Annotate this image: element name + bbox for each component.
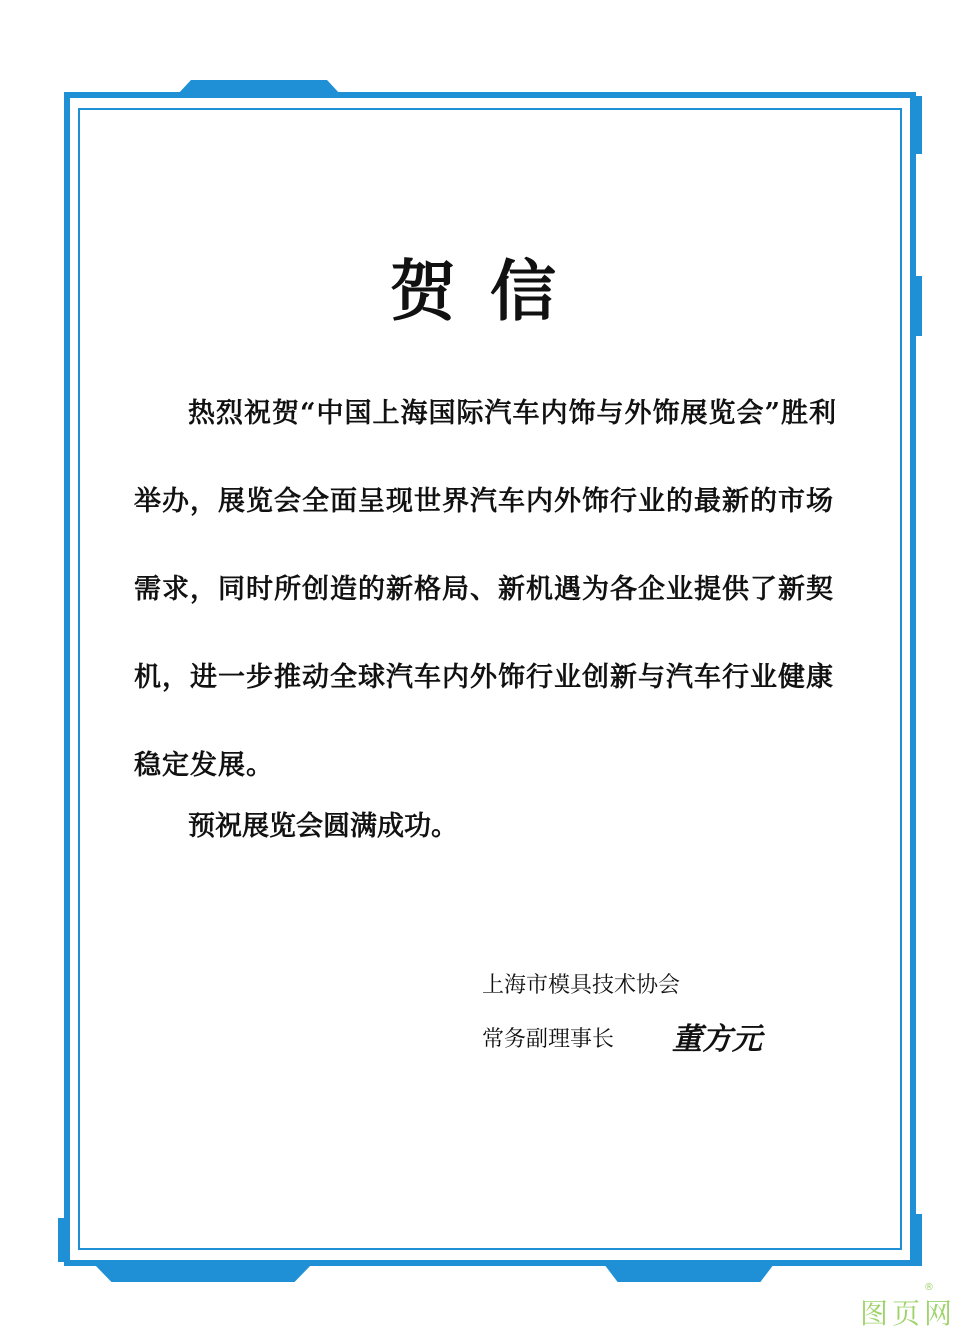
frame-tab-bottom-left [94, 1264, 312, 1282]
letter-wish: 预祝展览会圆满成功。 [188, 811, 458, 842]
handwritten-signature: 董方元 [672, 1022, 762, 1057]
watermark-logo: 图页网 [860, 1297, 957, 1330]
registered-mark: ® [924, 1282, 934, 1293]
letter-body: 热烈祝贺“中国上海国际汽车内饰与外饰展览会”胜利举办，展览会全面呈现世界汽车内外饰行业的最新的市场需求，同时所创造的新格局、新机遇为各企业提供了新契机，进一步推动全球汽车内外饰行业创新与汽车行业健康稳定发展。 [134, 398, 838, 781]
signer-position: 常务副理事长 [482, 1026, 615, 1051]
frame-tab-right-bottom [914, 1214, 922, 1266]
frame-tab-bottom-right [604, 1264, 774, 1282]
frame-tab-right-top [914, 96, 922, 154]
frame-tab-left-bottom [58, 1218, 66, 1262]
frame-tab-top [178, 80, 340, 94]
signer-organization: 上海市模具技术协会 [482, 972, 681, 997]
letter-title: 贺信 [390, 252, 590, 330]
